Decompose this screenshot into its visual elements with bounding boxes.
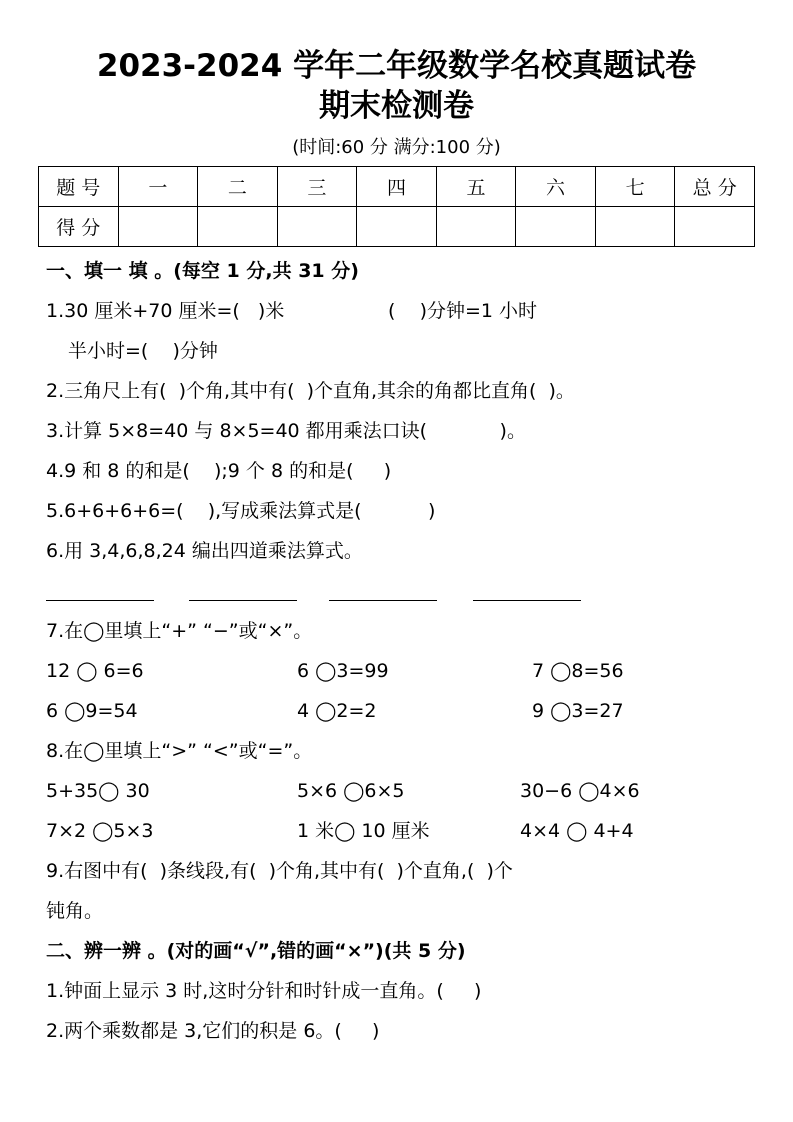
q8-item: 5+35◯ 30 — [46, 780, 150, 802]
question-3: 3.计算 5×8=40 与 8×5=40 都用乘法口诀( )。 — [46, 420, 526, 442]
answer-blank-line — [189, 600, 297, 601]
table-header-cell: 总 分 — [675, 167, 755, 207]
q8-item: 4×4 ◯ 4+4 — [520, 820, 634, 842]
judge-question-2: 2.两个乘数都是 3,它们的积是 6。( ) — [46, 1020, 380, 1042]
question-1c: 半小时=( )分钟 — [68, 340, 218, 362]
score-cell — [595, 207, 675, 247]
section1-heading: 一、填一 填 。(每空 1 分,共 31 分) — [46, 260, 359, 282]
question-7: 7.在◯里填上“+” “−”或“×”。 — [46, 620, 313, 642]
table-header-cell: 题 号 — [39, 167, 119, 207]
section2-heading: 二、辨一辨 。(对的画“√”,错的画“×”)(共 5 分) — [46, 940, 466, 962]
q7-item: 12 ◯ 6=6 — [46, 660, 144, 682]
table-header-cell: 五 — [436, 167, 516, 207]
table-header-cell: 六 — [516, 167, 596, 207]
question-9: 9.右图中有( )条线段,有( )个角,其中有( )个直角,( )个 — [46, 860, 513, 882]
score-table — [38, 166, 755, 247]
q8-item: 1 米◯ 10 厘米 — [297, 820, 430, 842]
score-row-label: 得 分 — [39, 207, 119, 247]
score-cell — [277, 207, 357, 247]
table-header-cell: 四 — [357, 167, 437, 207]
q8-item: 30−6 ◯4×6 — [520, 780, 640, 802]
answer-blank-line — [46, 600, 154, 601]
score-cell — [436, 207, 516, 247]
exam-title: 2023-2024 学年二年级数学名校真题试卷 — [96, 48, 697, 84]
question-8: 8.在◯里填上“>” “<”或“=”。 — [46, 740, 313, 762]
time-and-score-info: (时间:60 分 满分:100 分) — [292, 137, 501, 158]
table-header-cell: 七 — [595, 167, 675, 207]
score-table-header-row — [39, 167, 755, 207]
table-header-cell: 三 — [277, 167, 357, 207]
question-1a: 1.30 厘米+70 厘米=( )米 — [46, 300, 285, 322]
score-cell — [198, 207, 278, 247]
exam-subtitle-title: 期末检测卷 — [319, 88, 474, 124]
question-6: 6.用 3,4,6,8,24 编出四道乘法算式。 — [46, 540, 363, 562]
q8-item: 5×6 ◯6×5 — [297, 780, 405, 802]
answer-blank-line — [329, 600, 437, 601]
question-5: 5.6+6+6+6=( ),写成乘法算式是( ) — [46, 500, 436, 522]
score-cell — [675, 207, 755, 247]
q7-item: 6 ◯3=99 — [297, 660, 389, 682]
score-cell — [357, 207, 437, 247]
q7-item: 9 ◯3=27 — [532, 700, 624, 722]
answer-blank-line — [473, 600, 581, 601]
question-4: 4.9 和 8 的和是( );9 个 8 的和是( ) — [46, 460, 392, 482]
question-9-continued: 钝角。 — [46, 900, 104, 922]
q7-item: 4 ◯2=2 — [297, 700, 377, 722]
judge-question-1: 1.钟面上显示 3 时,这时分针和时针成一直角。( ) — [46, 980, 482, 1002]
question-2: 2.三角尺上有( )个角,其中有( )个直角,其余的角都比直角( )。 — [46, 380, 575, 402]
score-table-score-row — [39, 207, 755, 247]
question-1b: ( )分钟=1 小时 — [388, 300, 538, 322]
table-header-cell: 二 — [198, 167, 278, 207]
table-header-cell: 一 — [118, 167, 198, 207]
q7-item: 7 ◯8=56 — [532, 660, 624, 682]
q7-item: 6 ◯9=54 — [46, 700, 138, 722]
score-cell — [118, 207, 198, 247]
q8-item: 7×2 ◯5×3 — [46, 820, 154, 842]
score-cell — [516, 207, 596, 247]
